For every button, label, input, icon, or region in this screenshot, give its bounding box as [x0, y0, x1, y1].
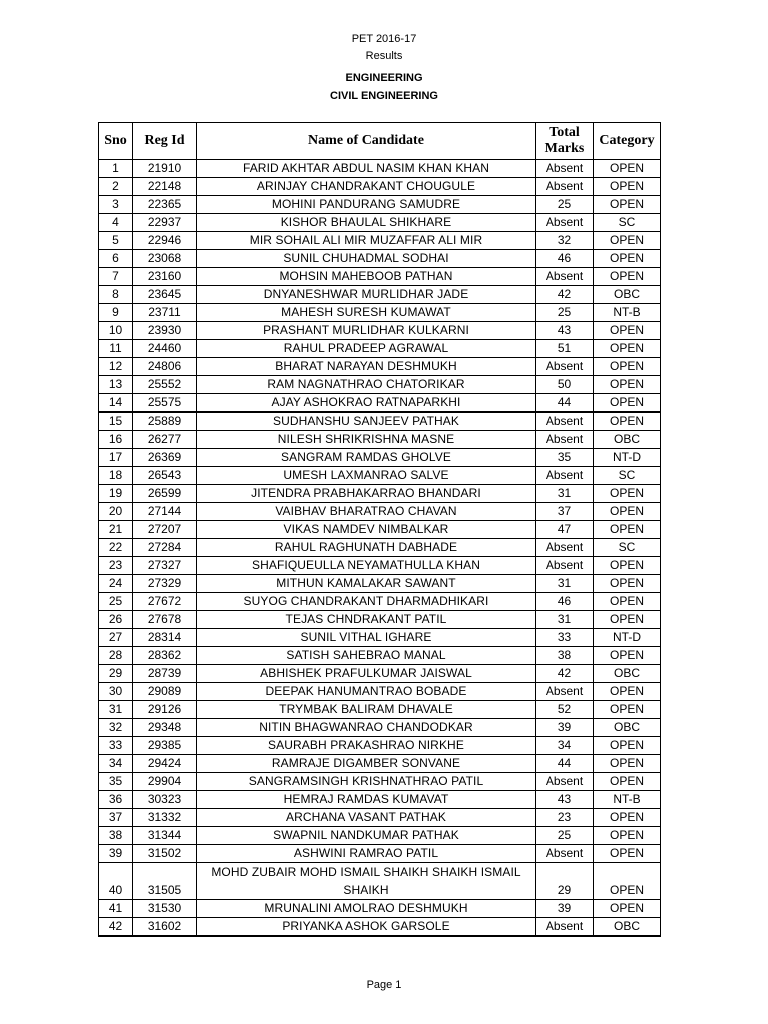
document-subtitle: Results: [365, 50, 403, 62]
cell-reg-id: 22937: [133, 214, 197, 232]
cell-sno: 38: [99, 827, 133, 845]
cell-candidate-name: SUYOG CHANDRAKANT DHARMADHIKARI: [197, 593, 536, 611]
table-row: [99, 521, 661, 539]
cell-sno: 21: [99, 521, 133, 539]
table-row: [99, 845, 661, 863]
cell-category: OPEN: [594, 755, 661, 773]
cell-total-marks: Absent: [536, 918, 594, 937]
cell-candidate-name: SANGRAMSINGH KRISHNATHRAO PATIL: [197, 773, 536, 791]
cell-reg-id: 23160: [133, 268, 197, 286]
column-header-reg-id: Reg Id: [133, 123, 197, 160]
cell-category: OPEN: [594, 773, 661, 791]
cell-total-marks: 44: [536, 394, 594, 413]
table-row: [99, 394, 661, 413]
cell-total-marks: 32: [536, 232, 594, 250]
cell-candidate-name: RAHUL PRADEEP AGRAWAL: [197, 340, 536, 358]
faculty-heading: ENGINEERING: [345, 72, 423, 84]
table-row: [99, 575, 661, 593]
cell-reg-id: 27327: [133, 557, 197, 575]
cell-total-marks: 47: [536, 521, 594, 539]
cell-total-marks: 29: [536, 863, 594, 900]
cell-reg-id: 23068: [133, 250, 197, 268]
cell-category: OBC: [594, 719, 661, 737]
cell-category: OPEN: [594, 900, 661, 918]
cell-reg-id: 29904: [133, 773, 197, 791]
cell-total-marks: 42: [536, 286, 594, 304]
cell-category: OPEN: [594, 160, 661, 178]
cell-total-marks: 39: [536, 900, 594, 918]
cell-category: SC: [594, 539, 661, 557]
cell-total-marks: 46: [536, 250, 594, 268]
cell-candidate-name: ARCHANA VASANT PATHAK: [197, 809, 536, 827]
table-row: [99, 755, 661, 773]
table-row: [99, 683, 661, 701]
cell-candidate-name: SHAFIQUEULLA NEYAMATHULLA KHAN: [197, 557, 536, 575]
cell-reg-id: 30323: [133, 791, 197, 809]
cell-category: SC: [594, 467, 661, 485]
cell-candidate-name: SWAPNIL NANDKUMAR PATHAK: [197, 827, 536, 845]
cell-reg-id: 27678: [133, 611, 197, 629]
cell-reg-id: 21910: [133, 160, 197, 178]
cell-reg-id: 27144: [133, 503, 197, 521]
cell-reg-id: 22946: [133, 232, 197, 250]
cell-reg-id: 26277: [133, 431, 197, 449]
table-row: [99, 304, 661, 322]
cell-category: SC: [594, 214, 661, 232]
cell-total-marks: Absent: [536, 845, 594, 863]
cell-candidate-name: ABHISHEK PRAFULKUMAR JAISWAL: [197, 665, 536, 683]
cell-sno: 9: [99, 304, 133, 322]
cell-reg-id: 27672: [133, 593, 197, 611]
cell-candidate-name: VIKAS NAMDEV NIMBALKAR: [197, 521, 536, 539]
cell-total-marks: 23: [536, 809, 594, 827]
cell-sno: 14: [99, 394, 133, 413]
table-row: [99, 918, 661, 937]
cell-sno: 24: [99, 575, 133, 593]
cell-sno: 8: [99, 286, 133, 304]
cell-total-marks: 43: [536, 322, 594, 340]
cell-candidate-name: SANGRAM RAMDAS GHOLVE: [197, 449, 536, 467]
cell-total-marks: Absent: [536, 431, 594, 449]
table-row: [99, 467, 661, 485]
cell-candidate-name: PRASHANT MURLIDHAR KULKARNI: [197, 322, 536, 340]
cell-reg-id: 28362: [133, 647, 197, 665]
cell-reg-id: 31602: [133, 918, 197, 937]
cell-sno: 28: [99, 647, 133, 665]
cell-reg-id: 24460: [133, 340, 197, 358]
cell-candidate-name: SUNIL VITHAL IGHARE: [197, 629, 536, 647]
cell-reg-id: 31502: [133, 845, 197, 863]
cell-total-marks: 38: [536, 647, 594, 665]
cell-category: OPEN: [594, 827, 661, 845]
cell-reg-id: 29126: [133, 701, 197, 719]
cell-sno: 31: [99, 701, 133, 719]
cell-candidate-name: NITIN BHAGWANRAO CHANDODKAR: [197, 719, 536, 737]
cell-category: OBC: [594, 665, 661, 683]
table-row: [99, 719, 661, 737]
table-row: [99, 900, 661, 918]
cell-category: OPEN: [594, 575, 661, 593]
cell-sno: 6: [99, 250, 133, 268]
table-row: [99, 358, 661, 376]
cell-reg-id: 25575: [133, 394, 197, 413]
cell-category: OPEN: [594, 521, 661, 539]
cell-candidate-name: BHARAT NARAYAN DESHMUKH: [197, 358, 536, 376]
cell-sno: 1: [99, 160, 133, 178]
cell-total-marks: Absent: [536, 539, 594, 557]
table-row: [99, 322, 661, 340]
cell-total-marks: Absent: [536, 683, 594, 701]
cell-total-marks: 51: [536, 340, 594, 358]
cell-category: OPEN: [594, 593, 661, 611]
cell-sno: 4: [99, 214, 133, 232]
cell-category: OPEN: [594, 322, 661, 340]
cell-total-marks: 25: [536, 196, 594, 214]
cell-category: OBC: [594, 918, 661, 937]
cell-sno: 19: [99, 485, 133, 503]
cell-total-marks: Absent: [536, 358, 594, 376]
cell-category: OPEN: [594, 340, 661, 358]
cell-candidate-name: TEJAS CHNDRAKANT PATIL: [197, 611, 536, 629]
cell-category: NT-D: [594, 629, 661, 647]
table-row: [99, 593, 661, 611]
table-row: [99, 250, 661, 268]
cell-category: OPEN: [594, 394, 661, 413]
cell-total-marks: 52: [536, 701, 594, 719]
table-row: [99, 340, 661, 358]
column-header-category: Category: [594, 123, 661, 160]
cell-reg-id: 29385: [133, 737, 197, 755]
table-row: [99, 196, 661, 214]
cell-total-marks: Absent: [536, 268, 594, 286]
cell-total-marks: 50: [536, 376, 594, 394]
table-row: [99, 665, 661, 683]
cell-reg-id: 27329: [133, 575, 197, 593]
table-row: [99, 629, 661, 647]
cell-reg-id: 31344: [133, 827, 197, 845]
cell-candidate-name: MOHINI PANDURANG SAMUDRE: [197, 196, 536, 214]
cell-candidate-name: RAHUL RAGHUNATH DABHADE: [197, 539, 536, 557]
cell-candidate-name: RAMRAJE DIGAMBER SONVANE: [197, 755, 536, 773]
cell-reg-id: 28739: [133, 665, 197, 683]
cell-category: OPEN: [594, 647, 661, 665]
cell-candidate-name: HEMRAJ RAMDAS KUMAVAT: [197, 791, 536, 809]
cell-total-marks: Absent: [536, 467, 594, 485]
cell-category: OPEN: [594, 845, 661, 863]
table-row: [99, 791, 661, 809]
cell-category: OBC: [594, 286, 661, 304]
cell-candidate-name: ARINJAY CHANDRAKANT CHOUGULE: [197, 178, 536, 196]
table-row: [99, 485, 661, 503]
cell-category: OPEN: [594, 557, 661, 575]
cell-reg-id: 29348: [133, 719, 197, 737]
cell-candidate-name: MRUNALINI AMOLRAO DESHMUKH: [197, 900, 536, 918]
cell-sno: 26: [99, 611, 133, 629]
table-row: [99, 827, 661, 845]
cell-reg-id: 27207: [133, 521, 197, 539]
cell-candidate-name: MITHUN KAMALAKAR SAWANT: [197, 575, 536, 593]
cell-sno: 12: [99, 358, 133, 376]
table-row: [99, 611, 661, 629]
cell-category: OPEN: [594, 232, 661, 250]
cell-sno: 10: [99, 322, 133, 340]
cell-candidate-name: JITENDRA PRABHAKARRAO BHANDARI: [197, 485, 536, 503]
table-row: [99, 647, 661, 665]
cell-total-marks: 25: [536, 304, 594, 322]
table-row: [99, 557, 661, 575]
table-row: [99, 268, 661, 286]
cell-total-marks: 46: [536, 593, 594, 611]
cell-total-marks: 25: [536, 827, 594, 845]
table-row: [99, 431, 661, 449]
cell-total-marks: Absent: [536, 412, 594, 431]
cell-sno: 5: [99, 232, 133, 250]
column-header-sno: Sno: [99, 123, 133, 160]
table-row: [99, 863, 661, 900]
cell-reg-id: 22365: [133, 196, 197, 214]
cell-total-marks: Absent: [536, 178, 594, 196]
cell-sno: 32: [99, 719, 133, 737]
table-header-row: [99, 123, 661, 160]
cell-candidate-name: AJAY ASHOKRAO RATNAPARKHI: [197, 394, 536, 413]
cell-reg-id: 27284: [133, 539, 197, 557]
cell-category: OPEN: [594, 737, 661, 755]
cell-sno: 2: [99, 178, 133, 196]
cell-total-marks: 44: [536, 755, 594, 773]
cell-candidate-name: NILESH SHRIKRISHNA MASNE: [197, 431, 536, 449]
cell-candidate-name: DEEPAK HANUMANTRAO BOBADE: [197, 683, 536, 701]
cell-sno: 15: [99, 412, 133, 431]
cell-reg-id: 23930: [133, 322, 197, 340]
cell-candidate-name: SUDHANSHU SANJEEV PATHAK: [197, 412, 536, 431]
cell-candidate-name: MOHSIN MAHEBOOB PATHAN: [197, 268, 536, 286]
table-row: [99, 503, 661, 521]
cell-category: OPEN: [594, 611, 661, 629]
cell-sno: 11: [99, 340, 133, 358]
cell-category: NT-B: [594, 304, 661, 322]
cell-reg-id: 24806: [133, 358, 197, 376]
cell-reg-id: 25889: [133, 412, 197, 431]
table-row: [99, 214, 661, 232]
cell-category: OPEN: [594, 809, 661, 827]
results-table: [98, 122, 661, 937]
cell-sno: 13: [99, 376, 133, 394]
cell-total-marks: 31: [536, 485, 594, 503]
table-row: [99, 539, 661, 557]
cell-category: OPEN: [594, 376, 661, 394]
cell-category: OPEN: [594, 701, 661, 719]
cell-sno: 37: [99, 809, 133, 827]
cell-candidate-name: DNYANESHWAR MURLIDHAR JADE: [197, 286, 536, 304]
cell-total-marks: Absent: [536, 773, 594, 791]
cell-sno: 18: [99, 467, 133, 485]
cell-reg-id: 29089: [133, 683, 197, 701]
cell-sno: 23: [99, 557, 133, 575]
cell-total-marks: 37: [536, 503, 594, 521]
table-row: [99, 773, 661, 791]
cell-candidate-name: MIR SOHAIL ALI MIR MUZAFFAR ALI MIR: [197, 232, 536, 250]
cell-category: OPEN: [594, 178, 661, 196]
cell-sno: 3: [99, 196, 133, 214]
cell-category: OPEN: [594, 250, 661, 268]
cell-sno: 16: [99, 431, 133, 449]
branch-heading: CIVIL ENGINEERING: [330, 90, 438, 102]
cell-total-marks: 42: [536, 665, 594, 683]
cell-sno: 20: [99, 503, 133, 521]
cell-category: OBC: [594, 431, 661, 449]
cell-category: OPEN: [594, 268, 661, 286]
cell-sno: 17: [99, 449, 133, 467]
cell-sno: 7: [99, 268, 133, 286]
cell-reg-id: 29424: [133, 755, 197, 773]
table-row: [99, 376, 661, 394]
cell-candidate-name: KISHOR BHAULAL SHIKHARE: [197, 214, 536, 232]
cell-total-marks: Absent: [536, 214, 594, 232]
cell-candidate-name: VAIBHAV BHARATRAO CHAVAN: [197, 503, 536, 521]
cell-reg-id: 22148: [133, 178, 197, 196]
cell-reg-id: 31505: [133, 863, 197, 900]
table-body: [99, 160, 661, 937]
cell-sno: 39: [99, 845, 133, 863]
cell-sno: 33: [99, 737, 133, 755]
cell-candidate-name: TRYMBAK BALIRAM DHAVALE: [197, 701, 536, 719]
column-header-total-marks: Total Marks: [536, 123, 594, 160]
cell-candidate-name: MAHESH SURESH KUMAWAT: [197, 304, 536, 322]
cell-reg-id: 23645: [133, 286, 197, 304]
cell-total-marks: 33: [536, 629, 594, 647]
cell-reg-id: 28314: [133, 629, 197, 647]
cell-sno: 36: [99, 791, 133, 809]
table-row: [99, 178, 661, 196]
cell-sno: 25: [99, 593, 133, 611]
table-row: [99, 232, 661, 250]
cell-reg-id: 25552: [133, 376, 197, 394]
cell-total-marks: 34: [536, 737, 594, 755]
cell-sno: 27: [99, 629, 133, 647]
cell-candidate-name: SAURABH PRAKASHRAO NIRKHE: [197, 737, 536, 755]
cell-candidate-name: MOHD ZUBAIR MOHD ISMAIL SHAIKH SHAIKH ISMAIL SHAIKH: [197, 863, 536, 900]
cell-category: OPEN: [594, 196, 661, 214]
cell-candidate-name: PRIYANKA ASHOK GARSOLE: [197, 918, 536, 937]
table-row: [99, 809, 661, 827]
cell-candidate-name: FARID AKHTAR ABDUL NASIM KHAN KHAN: [197, 160, 536, 178]
cell-reg-id: 26543: [133, 467, 197, 485]
table-row: [99, 737, 661, 755]
cell-reg-id: 26599: [133, 485, 197, 503]
cell-reg-id: 31530: [133, 900, 197, 918]
cell-total-marks: Absent: [536, 160, 594, 178]
cell-sno: 30: [99, 683, 133, 701]
cell-sno: 40: [99, 863, 133, 900]
column-header-name: Name of Candidate: [197, 123, 536, 160]
table-row: [99, 412, 661, 431]
cell-candidate-name: UMESH LAXMANRAO SALVE: [197, 467, 536, 485]
cell-total-marks: Absent: [536, 557, 594, 575]
document-year-title: PET 2016-17: [351, 33, 417, 45]
cell-sno: 29: [99, 665, 133, 683]
cell-reg-id: 31332: [133, 809, 197, 827]
cell-reg-id: 23711: [133, 304, 197, 322]
cell-candidate-name: ASHWINI RAMRAO PATIL: [197, 845, 536, 863]
cell-category: OPEN: [594, 503, 661, 521]
cell-candidate-name: SATISH SAHEBRAO MANAL: [197, 647, 536, 665]
table-row: [99, 160, 661, 178]
cell-category: OPEN: [594, 485, 661, 503]
cell-category: NT-D: [594, 449, 661, 467]
cell-total-marks: 31: [536, 575, 594, 593]
cell-total-marks: 43: [536, 791, 594, 809]
table-row: [99, 286, 661, 304]
cell-category: OPEN: [594, 863, 661, 900]
table-row: [99, 701, 661, 719]
cell-category: NT-B: [594, 791, 661, 809]
cell-category: OPEN: [594, 412, 661, 431]
cell-candidate-name: SUNIL CHUHADMAL SODHAI: [197, 250, 536, 268]
cell-total-marks: 31: [536, 611, 594, 629]
cell-candidate-name: RAM NAGNATHRAO CHATORIKAR: [197, 376, 536, 394]
cell-category: OPEN: [594, 358, 661, 376]
cell-sno: 42: [99, 918, 133, 937]
cell-total-marks: 35: [536, 449, 594, 467]
cell-reg-id: 26369: [133, 449, 197, 467]
cell-total-marks: 39: [536, 719, 594, 737]
cell-sno: 41: [99, 900, 133, 918]
cell-sno: 34: [99, 755, 133, 773]
cell-sno: 35: [99, 773, 133, 791]
table-row: [99, 449, 661, 467]
page-number: Page 1: [366, 979, 402, 991]
cell-sno: 22: [99, 539, 133, 557]
cell-category: OPEN: [594, 683, 661, 701]
